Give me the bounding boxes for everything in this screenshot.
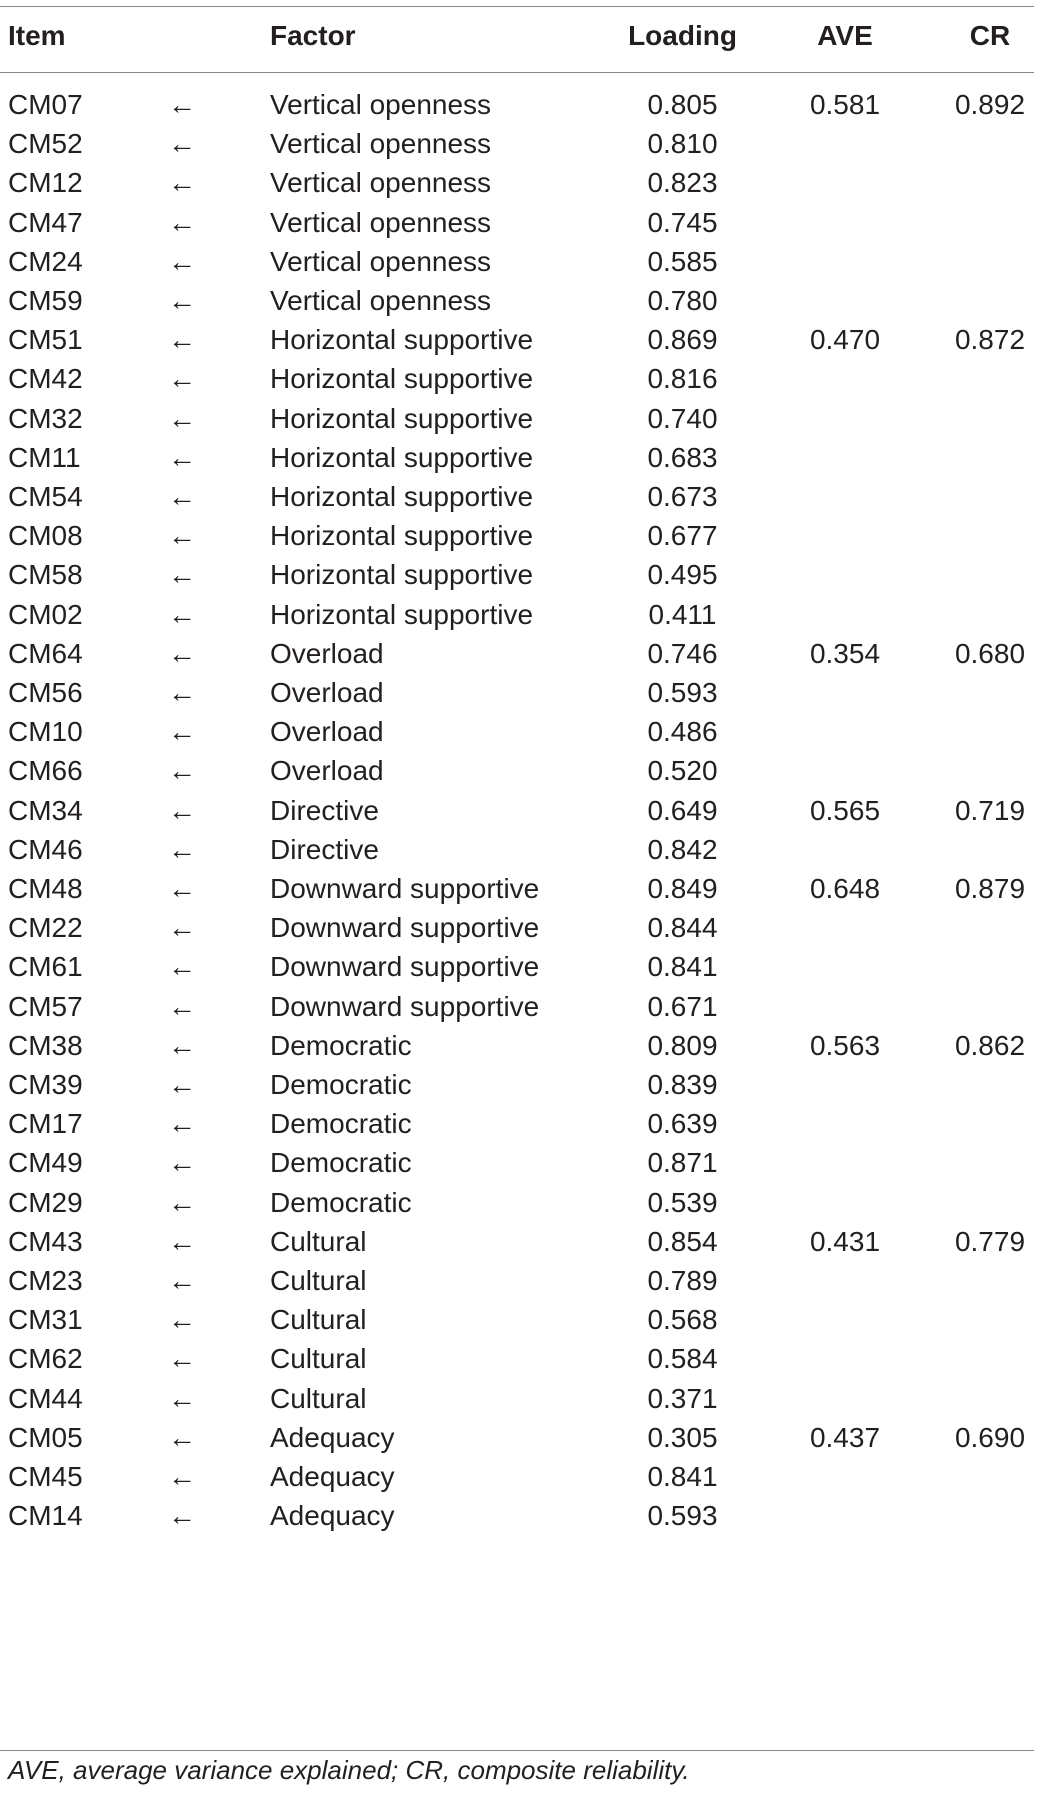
cell-factor: Overload xyxy=(270,755,384,787)
header-item: Item xyxy=(8,20,66,51)
table-row xyxy=(0,749,1042,793)
cell-item: CM49 xyxy=(8,1147,83,1179)
cell-item: CM02 xyxy=(8,598,83,630)
cell-item: CM22 xyxy=(8,912,83,944)
table-row xyxy=(0,1063,1042,1107)
cell-arrow: ← xyxy=(168,833,196,865)
cell-loading: 0.849 xyxy=(647,873,718,904)
cell-item: CM64 xyxy=(8,637,83,669)
table-row xyxy=(0,985,1042,1029)
cell-loading: 0.810 xyxy=(647,128,718,160)
cell-arrow: ← xyxy=(168,755,196,787)
cell-arrow: ← xyxy=(168,1147,196,1179)
cell-loading: 0.568 xyxy=(647,1304,718,1336)
cell-factor: Horizontal supportive xyxy=(270,441,534,473)
cell-ave: 0.437 xyxy=(809,1421,881,1453)
cell-arrow: ← xyxy=(168,324,196,356)
cell-item: CM42 xyxy=(8,363,83,395)
cell-factor: Horizontal supportive xyxy=(270,520,534,552)
cell-item: CM66 xyxy=(8,755,83,787)
cell-loading: 0.854 xyxy=(647,1225,718,1257)
cell-item: CM44 xyxy=(8,1382,83,1414)
table-row xyxy=(0,1298,1042,1342)
cell-item: CM39 xyxy=(8,1069,83,1100)
cell-arrow: ← xyxy=(168,990,196,1022)
table-row xyxy=(0,828,1042,872)
header-cr: CR xyxy=(969,20,1011,51)
cell-loading: 0.495 xyxy=(647,559,718,591)
table-row xyxy=(0,1220,1042,1264)
cell-item: CM10 xyxy=(8,716,83,748)
cell-factor: Adequacy xyxy=(270,1421,395,1453)
table-bottom-rule xyxy=(0,1750,1034,1751)
cell-arrow: ← xyxy=(168,402,196,434)
cell-cr: 0.892 xyxy=(954,89,1026,120)
cell-arrow: ← xyxy=(168,363,196,395)
cell-factor: Democratic xyxy=(270,1069,412,1100)
cell-factor: Cultural xyxy=(270,1343,367,1375)
table-row xyxy=(0,161,1042,205)
cell-cr: 0.779 xyxy=(954,1225,1026,1257)
cell-factor: Adequacy xyxy=(270,1461,395,1492)
table-row xyxy=(0,1416,1042,1460)
cell-arrow: ← xyxy=(168,637,196,669)
header-factor: Factor xyxy=(270,20,356,51)
cell-factor: Adequacy xyxy=(270,1500,395,1532)
cell-loading: 0.789 xyxy=(647,1265,718,1296)
cell-arrow: ← xyxy=(168,794,196,826)
cell-factor: Horizontal supportive xyxy=(270,559,534,591)
cell-ave: 0.565 xyxy=(809,794,881,826)
cell-factor: Horizontal supportive xyxy=(270,363,534,395)
table-row xyxy=(0,632,1042,676)
cell-item: CM29 xyxy=(8,1186,83,1218)
cell-cr: 0.879 xyxy=(954,873,1026,904)
cell-ave: 0.431 xyxy=(809,1225,881,1257)
table-row xyxy=(0,789,1042,833)
table-row xyxy=(0,436,1042,480)
cell-factor: Downward supportive xyxy=(270,951,540,983)
cell-factor: Vertical openness xyxy=(270,89,492,120)
cell-arrow: ← xyxy=(168,873,196,904)
table-row xyxy=(0,593,1042,637)
cell-factor: Directive xyxy=(270,833,379,865)
cell-loading: 0.520 xyxy=(647,755,718,787)
cell-cr: 0.719 xyxy=(954,794,1026,826)
table-row xyxy=(0,671,1042,715)
cell-factor: Downward supportive xyxy=(270,990,540,1022)
cell-item: CM46 xyxy=(8,833,83,865)
cell-arrow: ← xyxy=(168,1108,196,1140)
cell-arrow: ← xyxy=(168,128,196,160)
cell-factor: Democratic xyxy=(270,1147,412,1179)
cell-loading: 0.584 xyxy=(647,1343,718,1375)
cell-item: CM47 xyxy=(8,206,83,238)
cell-arrow: ← xyxy=(168,559,196,591)
cell-loading: 0.539 xyxy=(647,1186,718,1218)
cell-ave: 0.581 xyxy=(809,89,881,120)
cell-arrow: ← xyxy=(168,1461,196,1492)
cell-item: CM24 xyxy=(8,245,83,277)
cell-factor: Democratic xyxy=(270,1029,412,1061)
table-row xyxy=(0,867,1042,911)
table-top-rule xyxy=(0,6,1034,7)
cell-arrow: ← xyxy=(168,598,196,630)
cell-arrow: ← xyxy=(168,441,196,473)
table-row xyxy=(0,945,1042,989)
cell-arrow: ← xyxy=(168,481,196,512)
cell-loading: 0.746 xyxy=(647,637,718,669)
cell-item: CM51 xyxy=(8,324,83,356)
cell-loading: 0.841 xyxy=(647,951,718,983)
cell-loading: 0.844 xyxy=(647,912,718,944)
table-row xyxy=(0,1259,1042,1303)
cell-loading: 0.585 xyxy=(647,245,718,277)
cell-loading: 0.871 xyxy=(647,1147,718,1179)
table-row xyxy=(0,1181,1042,1225)
cell-item: CM52 xyxy=(8,128,83,160)
cell-factor: Downward supportive xyxy=(270,873,540,904)
cell-loading: 0.745 xyxy=(647,206,718,238)
table-row xyxy=(0,201,1042,245)
table-footnote: AVE, average variance explained; CR, composite reliability. xyxy=(8,1755,690,1785)
cell-item: CM05 xyxy=(8,1421,83,1453)
cell-item: CM45 xyxy=(8,1461,83,1492)
cell-arrow: ← xyxy=(168,245,196,277)
cell-cr: 0.872 xyxy=(954,324,1026,356)
table-row xyxy=(0,397,1042,441)
table-row xyxy=(0,318,1042,362)
cell-item: CM34 xyxy=(8,794,83,826)
cell-factor: Cultural xyxy=(270,1265,367,1296)
cell-item: CM38 xyxy=(8,1029,83,1061)
cell-factor: Overload xyxy=(270,677,384,708)
cell-loading: 0.639 xyxy=(647,1108,718,1140)
cell-arrow: ← xyxy=(168,1265,196,1296)
cell-item: CM62 xyxy=(8,1343,83,1375)
cell-loading: 0.671 xyxy=(647,990,718,1022)
table-row xyxy=(0,1337,1042,1381)
cell-factor: Horizontal supportive xyxy=(270,481,534,512)
cell-loading: 0.842 xyxy=(647,833,718,865)
cell-item: CM57 xyxy=(8,990,83,1022)
cell-loading: 0.649 xyxy=(647,794,718,826)
table-row xyxy=(0,279,1042,323)
cell-cr: 0.690 xyxy=(954,1421,1026,1453)
table-header-rule xyxy=(0,72,1034,73)
table-row xyxy=(0,240,1042,284)
cell-factor: Downward supportive xyxy=(270,912,540,944)
cell-loading: 0.411 xyxy=(648,598,717,630)
cell-ave: 0.563 xyxy=(809,1029,881,1061)
table-row xyxy=(0,1141,1042,1185)
cell-factor: Vertical openness xyxy=(270,245,492,277)
cell-factor: Vertical openness xyxy=(270,128,492,160)
table-row xyxy=(0,1455,1042,1499)
cell-arrow: ← xyxy=(168,520,196,552)
cell-loading: 0.740 xyxy=(647,402,718,434)
cell-factor: Overload xyxy=(270,716,384,748)
header-loading: Loading xyxy=(628,20,737,51)
table-row xyxy=(0,122,1042,166)
table-row xyxy=(0,1102,1042,1146)
cell-loading: 0.816 xyxy=(647,363,718,395)
cell-item: CM54 xyxy=(8,481,83,512)
table-row xyxy=(0,475,1042,519)
cell-loading: 0.780 xyxy=(647,285,718,316)
cell-arrow: ← xyxy=(168,1186,196,1218)
cell-loading: 0.593 xyxy=(647,677,718,708)
cell-factor: Cultural xyxy=(270,1225,367,1257)
cell-item: CM59 xyxy=(8,285,83,316)
cell-ave: 0.648 xyxy=(809,873,881,904)
cell-loading: 0.839 xyxy=(647,1069,718,1100)
cell-loading: 0.673 xyxy=(647,481,718,512)
cell-arrow: ← xyxy=(168,285,196,316)
cell-arrow: ← xyxy=(168,951,196,983)
cell-loading: 0.869 xyxy=(647,324,718,356)
cell-arrow: ← xyxy=(168,1343,196,1375)
table-row xyxy=(0,514,1042,558)
cell-arrow: ← xyxy=(168,1500,196,1532)
table-row xyxy=(0,357,1042,401)
cell-item: CM43 xyxy=(8,1225,83,1257)
cell-loading: 0.683 xyxy=(647,441,718,473)
cell-arrow: ← xyxy=(168,1304,196,1336)
cell-factor: Horizontal supportive xyxy=(270,324,534,356)
cell-item: CM56 xyxy=(8,677,83,708)
cell-arrow: ← xyxy=(168,1225,196,1257)
cell-arrow: ← xyxy=(168,1029,196,1061)
cell-loading: 0.805 xyxy=(647,89,718,120)
cell-loading: 0.371 xyxy=(647,1382,718,1414)
cell-arrow: ← xyxy=(168,716,196,748)
cell-loading: 0.841 xyxy=(647,1461,718,1492)
table-row xyxy=(0,1024,1042,1068)
table-row xyxy=(0,83,1042,127)
cell-item: CM23 xyxy=(8,1265,83,1296)
cell-item: CM58 xyxy=(8,559,83,591)
cell-item: CM14 xyxy=(8,1500,83,1532)
cell-arrow: ← xyxy=(168,167,196,199)
cell-item: CM61 xyxy=(8,951,83,983)
cell-cr: 0.862 xyxy=(954,1029,1026,1061)
cell-item: CM11 xyxy=(8,441,81,473)
table-row xyxy=(0,906,1042,950)
cell-factor: Democratic xyxy=(270,1186,412,1218)
table-row xyxy=(0,1494,1042,1538)
cell-factor: Directive xyxy=(270,794,379,826)
cell-ave: 0.470 xyxy=(809,324,881,356)
cell-arrow: ← xyxy=(168,1382,196,1414)
cell-loading: 0.823 xyxy=(647,167,718,199)
cell-factor: Horizontal supportive xyxy=(270,402,534,434)
cell-loading: 0.305 xyxy=(647,1421,718,1453)
table-row xyxy=(0,1377,1042,1421)
cell-item: CM07 xyxy=(8,89,83,120)
table-row xyxy=(0,553,1042,597)
cell-item: CM32 xyxy=(8,402,83,434)
header-ave: AVE xyxy=(817,20,873,51)
cell-loading: 0.593 xyxy=(647,1500,718,1532)
cell-loading: 0.486 xyxy=(647,716,718,748)
cell-arrow: ← xyxy=(168,1421,196,1453)
cell-loading: 0.677 xyxy=(647,520,718,552)
cell-item: CM12 xyxy=(8,167,83,199)
cell-item: CM17 xyxy=(8,1108,83,1140)
cell-factor: Cultural xyxy=(270,1382,367,1414)
table-row xyxy=(0,710,1042,754)
cell-arrow: ← xyxy=(168,912,196,944)
cell-factor: Vertical openness xyxy=(270,206,492,238)
cell-arrow: ← xyxy=(168,206,196,238)
cell-factor: Horizontal supportive xyxy=(270,598,534,630)
table-header-row xyxy=(0,14,1042,58)
cell-factor: Overload xyxy=(270,637,384,669)
cell-item: CM48 xyxy=(8,873,83,904)
cell-cr: 0.680 xyxy=(954,637,1026,669)
cell-factor: Vertical openness xyxy=(270,167,492,199)
cell-arrow: ← xyxy=(168,89,196,120)
cell-item: CM31 xyxy=(8,1304,83,1336)
cell-arrow: ← xyxy=(168,677,196,708)
cell-loading: 0.809 xyxy=(647,1029,718,1061)
cell-item: CM08 xyxy=(8,520,83,552)
cell-arrow: ← xyxy=(168,1069,196,1100)
cell-factor: Cultural xyxy=(270,1304,367,1336)
cell-factor: Vertical openness xyxy=(270,285,492,316)
cell-factor: Democratic xyxy=(270,1108,412,1140)
cell-ave: 0.354 xyxy=(809,637,881,669)
